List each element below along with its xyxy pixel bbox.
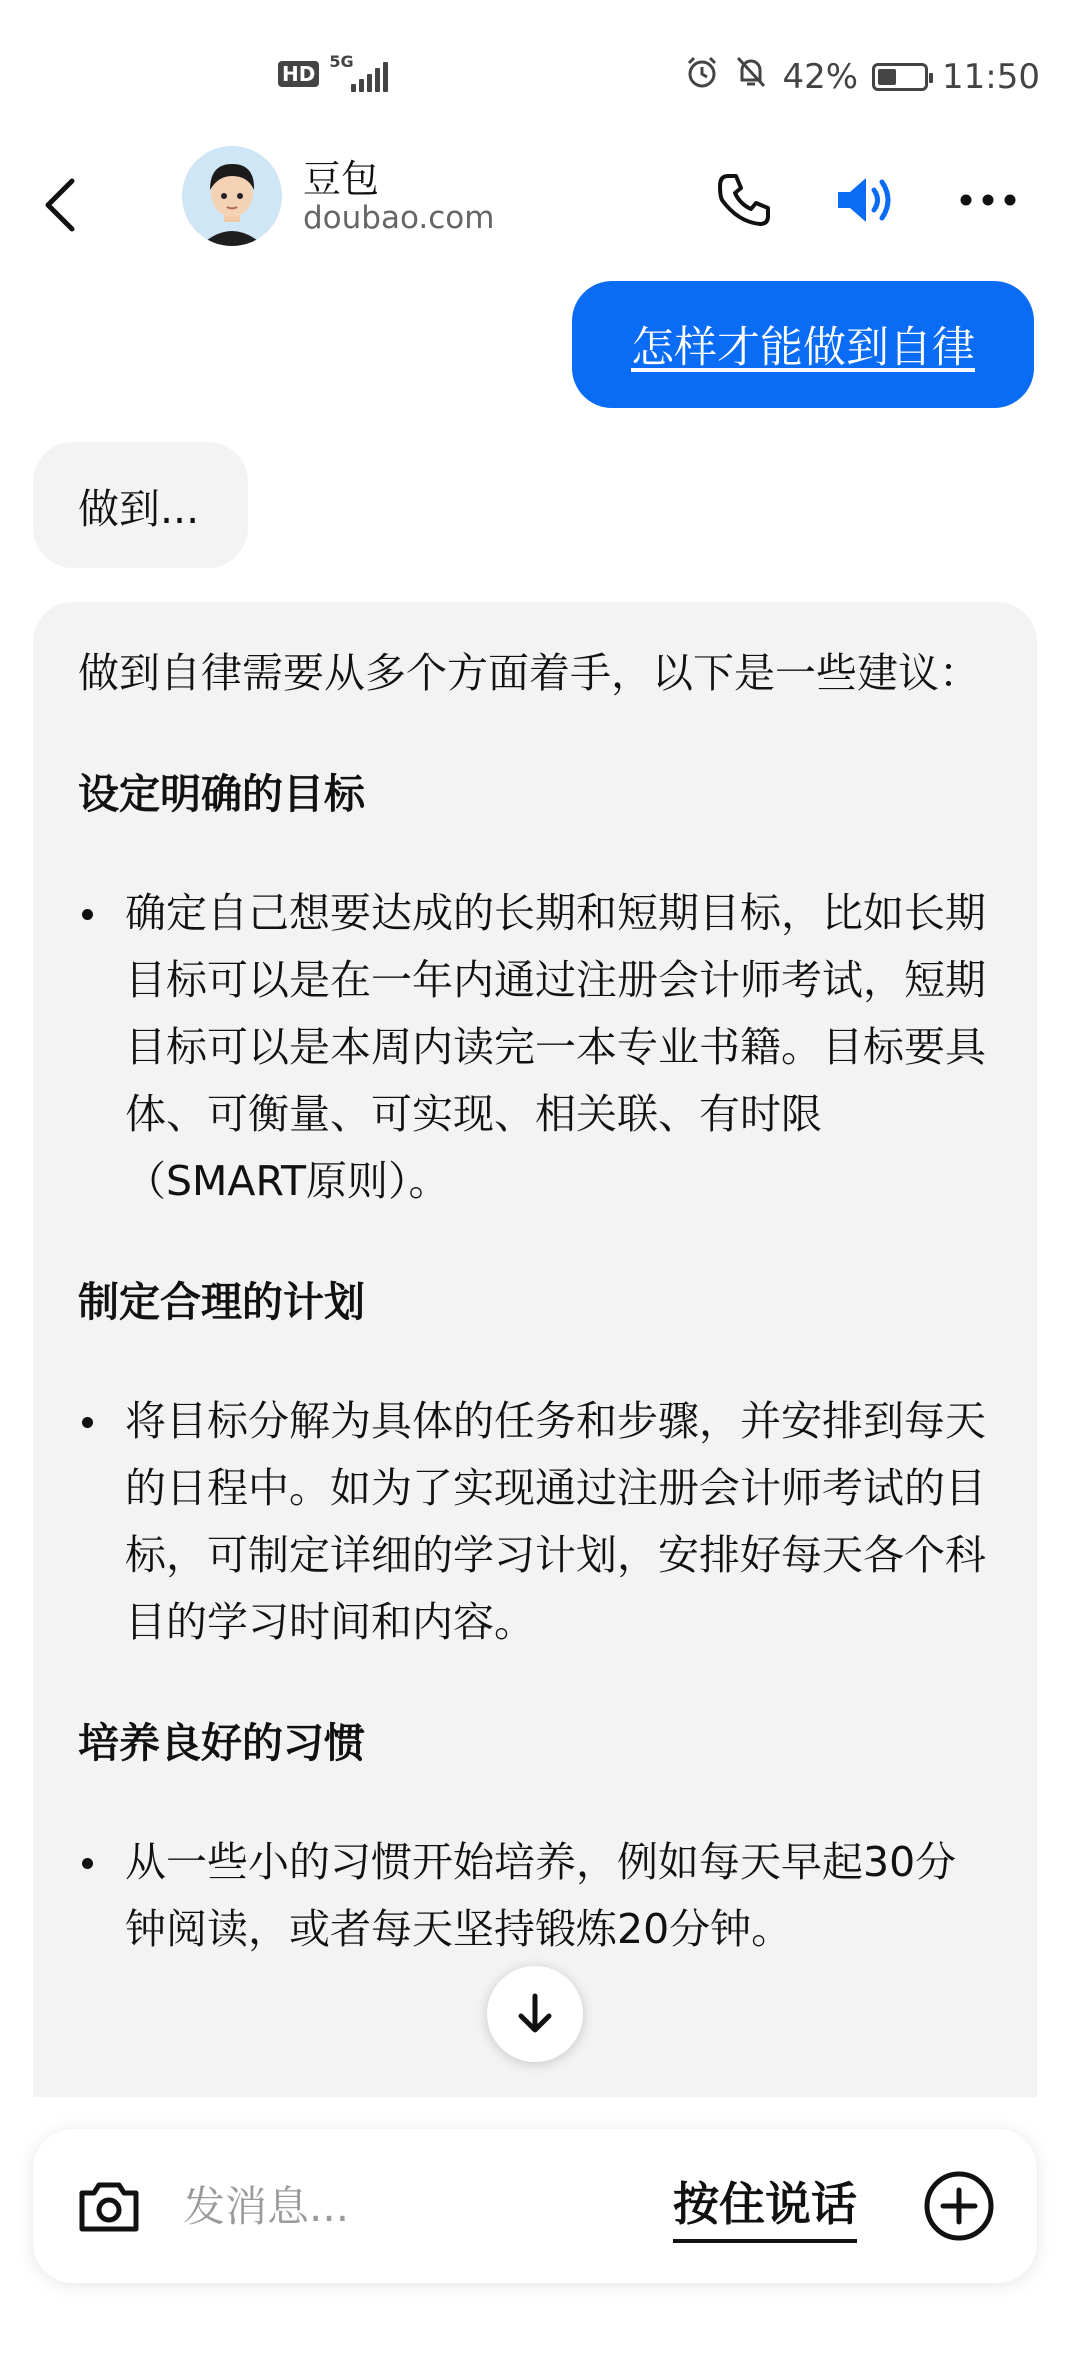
mute-bell-icon xyxy=(734,54,768,99)
bot-reply-bubble[interactable] xyxy=(33,602,1037,2097)
bullet-habits: 从一些小的习惯开始培养，例如每天早起30分钟阅读，或者每天坚持锻炼20分钟。 xyxy=(78,1829,992,1963)
back-arrow-icon xyxy=(40,175,80,235)
arrow-down-icon xyxy=(515,1992,555,2036)
hd-badge: HD xyxy=(278,61,319,87)
speaker-icon xyxy=(832,170,898,230)
more-icon xyxy=(958,190,1018,210)
hold-to-talk-button[interactable]: 按住说话 xyxy=(673,2169,857,2243)
message-input[interactable] xyxy=(183,2169,643,2243)
battery-icon xyxy=(872,63,928,91)
camera-icon xyxy=(76,2177,142,2235)
reply-intro: 做到自律需要从多个方面着手，以下是一些建议： xyxy=(78,649,980,697)
status-time: 11:50 xyxy=(942,56,1040,97)
call-button[interactable] xyxy=(704,160,784,240)
bullet-goals: 确定自己想要达成的长期和短期目标，比如长期目标可以是在一年内通过注册会计师考试，短期目标可以是本周内读完一本专业书籍。目标要具体、可衡量、可实现、相关联、有时限（SMART原则）。 xyxy=(78,880,992,1215)
bot-message-short[interactable]: 做到... xyxy=(33,442,248,568)
back-button[interactable] xyxy=(40,165,100,245)
speaker-button[interactable] xyxy=(825,160,905,240)
input-bar xyxy=(33,2129,1037,2283)
bullet-plan: 将目标分解为具体的任务和步骤，并安排到每天的日程中。如为了实现通过注册会计师考试的目标，可制定详细的学习计划，安排好每天各个科目的学习时间和内容。 xyxy=(78,1388,992,1656)
status-right xyxy=(684,54,1040,99)
battery-fill xyxy=(878,69,896,85)
avatar[interactable] xyxy=(182,146,282,246)
section-title-habits: 培养良好的习惯 xyxy=(78,1719,365,1767)
phone-icon xyxy=(714,170,774,230)
status-left xyxy=(278,52,389,92)
status-bar xyxy=(0,0,1080,150)
camera-button[interactable] xyxy=(69,2166,149,2246)
battery-percent: 42% xyxy=(782,56,859,97)
plus-circle-icon xyxy=(923,2170,995,2242)
add-button[interactable] xyxy=(919,2166,999,2246)
section-title-goals: 设定明确的目标 xyxy=(78,770,365,818)
section-title-plan: 制定合理的计划 xyxy=(78,1278,365,1326)
signal-icon xyxy=(329,52,389,92)
chat-header xyxy=(0,140,1080,270)
bot-domain: doubao.com xyxy=(303,200,495,236)
bot-name: 豆包 xyxy=(303,157,380,201)
user-message-text: 怎样才能做到自律 xyxy=(631,323,975,373)
alarm-icon xyxy=(684,54,720,99)
scroll-to-bottom-button[interactable] xyxy=(487,1966,583,2062)
avatar-image xyxy=(182,146,282,246)
more-button[interactable] xyxy=(948,160,1028,240)
network-type: 5G xyxy=(329,52,354,71)
user-message-bubble[interactable] xyxy=(572,281,1034,408)
